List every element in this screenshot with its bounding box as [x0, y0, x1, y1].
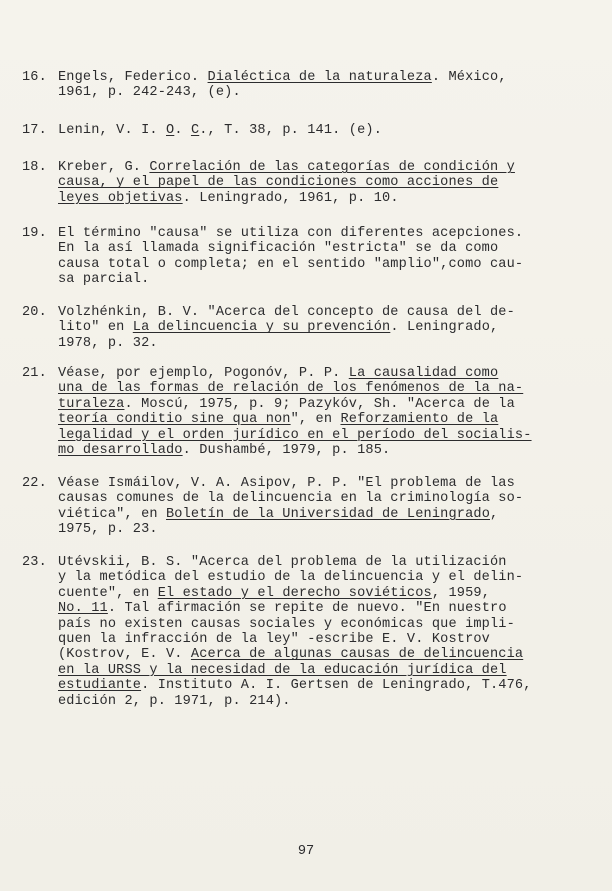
underlined-title: La causalidad como [348, 366, 499, 381]
text-segment: edición 2, p. 1971, p. 214). [58, 693, 291, 709]
footnote-number: 23. [22, 555, 47, 570]
footnote-line [58, 336, 594, 351]
text-segment: . Leningrado, 1961, p. 10. [182, 190, 399, 206]
footnote-line [58, 601, 594, 616]
underlined-title: Reforzamiento de la [340, 412, 499, 428]
footnote-line [58, 123, 594, 138]
text-segment: , 1959, [431, 585, 491, 601]
underlined-title: No. 11 [58, 601, 108, 617]
footnote-line [58, 160, 594, 175]
text-segment: En la así llamada significación "estricta" se da como [58, 241, 499, 257]
footnote-line [58, 617, 594, 632]
footnote-line [58, 428, 594, 443]
underlined-title: legalidad y el orden jurídico en el período del socialis- [58, 427, 532, 443]
text-segment: país no existen causas sociales y económicas que impli- [58, 616, 515, 632]
underlined-title: teoría conditio sine qua non [58, 412, 291, 428]
footnote-line [58, 70, 594, 85]
footnote-17 [22, 123, 594, 138]
footnote-19 [22, 226, 594, 288]
footnote-line [58, 678, 594, 693]
footnote-number: 17. [22, 123, 47, 138]
footnote-21 [22, 366, 594, 458]
underlined-title: turaleza [58, 396, 125, 412]
text-segment: sa parcial. [58, 272, 150, 288]
text-segment: Utévskii, B. S. "Acerca del problema de la utilización [58, 555, 507, 570]
footnote-line [58, 381, 594, 396]
text-segment: Véase Ismáilov, V. A. Asipov, P. P. "El problema de las [58, 476, 515, 491]
footnote-23 [22, 555, 594, 709]
underlined-title: C [190, 123, 200, 138]
text-segment: 1961, p. 242-243, (e). [58, 85, 241, 101]
underlined-title: Boletín de la Universidad de Leningrado [166, 506, 490, 522]
footnote-line [58, 305, 594, 320]
text-segment: El término "causa" se utiliza con diferentes acepciones. [58, 226, 524, 241]
text-segment: ., T. 38, p. 141. (e). [199, 123, 383, 138]
footnote-line [58, 397, 594, 412]
underlined-title: leyes objetivas [58, 190, 183, 206]
footnote-line [58, 647, 594, 662]
text-segment: Volzhénkin, B. V. "Acerca del concepto de causa del de- [58, 305, 515, 320]
footnote-line [58, 570, 594, 585]
footnote-16 [22, 70, 594, 101]
text-segment: . México, [431, 70, 507, 85]
text-segment: y la metódica del estudio de la delincuencia y el delin- [58, 570, 524, 586]
footnote-line [58, 241, 594, 256]
footnote-number: 19. [22, 226, 47, 241]
text-segment: quen la infracción de la ley" -escribe E. V. Kostrov [58, 631, 490, 647]
footnote-line [58, 257, 594, 272]
underlined-title: Dialéctica de la naturaleza [207, 70, 432, 85]
footnote-line [58, 507, 594, 522]
footnote-line [58, 191, 594, 206]
footnote-22 [22, 476, 594, 538]
footnote-line [58, 272, 594, 287]
underlined-title: causa, y el papel de las condiciones como acciones de [58, 175, 499, 191]
underlined-title: mo desarrollado [58, 442, 183, 458]
text-segment: 1978, p. 32. [58, 335, 158, 351]
footnote-line [58, 586, 594, 601]
underlined-title: estudiante [58, 678, 142, 694]
footnote-line [58, 522, 594, 537]
footnote-line [58, 226, 594, 241]
footnote-line [58, 694, 594, 709]
text-segment: viética", en [58, 506, 166, 522]
footnote-line [58, 476, 594, 491]
underlined-title: en la URSS y la necesidad de la educación jurídica del [58, 662, 507, 678]
text-segment: ", en [290, 412, 341, 428]
footnote-line [58, 443, 594, 458]
page-number: 97 [297, 844, 315, 859]
text-segment: Kreber, G. [58, 160, 150, 175]
footnote-line [58, 320, 594, 335]
footnote-line [58, 491, 594, 506]
text-segment: . Leningrado, [390, 320, 499, 336]
underlined-title: Acerca de algunas causas de delincuencia [190, 647, 524, 663]
underlined-title: Correlación de las categorías de condición y [149, 160, 515, 175]
text-segment: . Instituto A. I. Gertsen de Leningrado, T.476, [141, 678, 532, 694]
footnote-line [58, 555, 594, 570]
underlined-title: O [166, 123, 175, 138]
footnote-line [58, 663, 594, 678]
footnote-line [58, 412, 594, 427]
text-segment: causas comunes de la delincuencia en la criminología so- [58, 491, 524, 507]
text-segment: . [174, 123, 191, 138]
text-segment: . Moscú, 1975, p. 9; Pazykóv, Sh. "Acerca de la [124, 396, 515, 412]
underlined-title: una de las formas de relación de los fenómenos de la na- [58, 381, 524, 397]
text-segment: 1975, p. 23. [58, 522, 158, 538]
text-segment: lito" en [58, 320, 133, 336]
text-segment: (Kostrov, E. V. [58, 647, 191, 663]
footnote-line [58, 632, 594, 647]
text-segment: , [490, 506, 499, 522]
text-segment: Engels, Federico. [58, 70, 208, 85]
footnote-number: 18. [22, 160, 47, 175]
footnote-line [58, 175, 594, 190]
footnote-number: 16. [22, 70, 47, 85]
footnote-line [58, 85, 594, 100]
footnote-20 [22, 305, 594, 351]
footnote-number: 22. [22, 476, 47, 491]
underlined-title: El estado y el derecho soviéticos [157, 585, 432, 601]
text-segment: cuente", en [58, 585, 158, 601]
text-segment: . Tal afirmación se repite de nuevo. "En nuestro [107, 601, 507, 617]
text-segment: . Dushambé, 1979, p. 185. [182, 442, 391, 458]
footnote-number: 20. [22, 305, 47, 320]
text-segment: Lenin, V. I. [58, 123, 166, 138]
underlined-title: La delincuencia y su prevención [132, 320, 391, 336]
text-segment: causa total o completa; en el sentido "amplio",como cau- [58, 256, 524, 272]
footnote-number: 21. [22, 366, 47, 381]
text-segment: Véase, por ejemplo, Pogonóv, P. P. [58, 366, 349, 381]
footnote-18 [22, 160, 594, 206]
footnote-line [58, 366, 594, 381]
